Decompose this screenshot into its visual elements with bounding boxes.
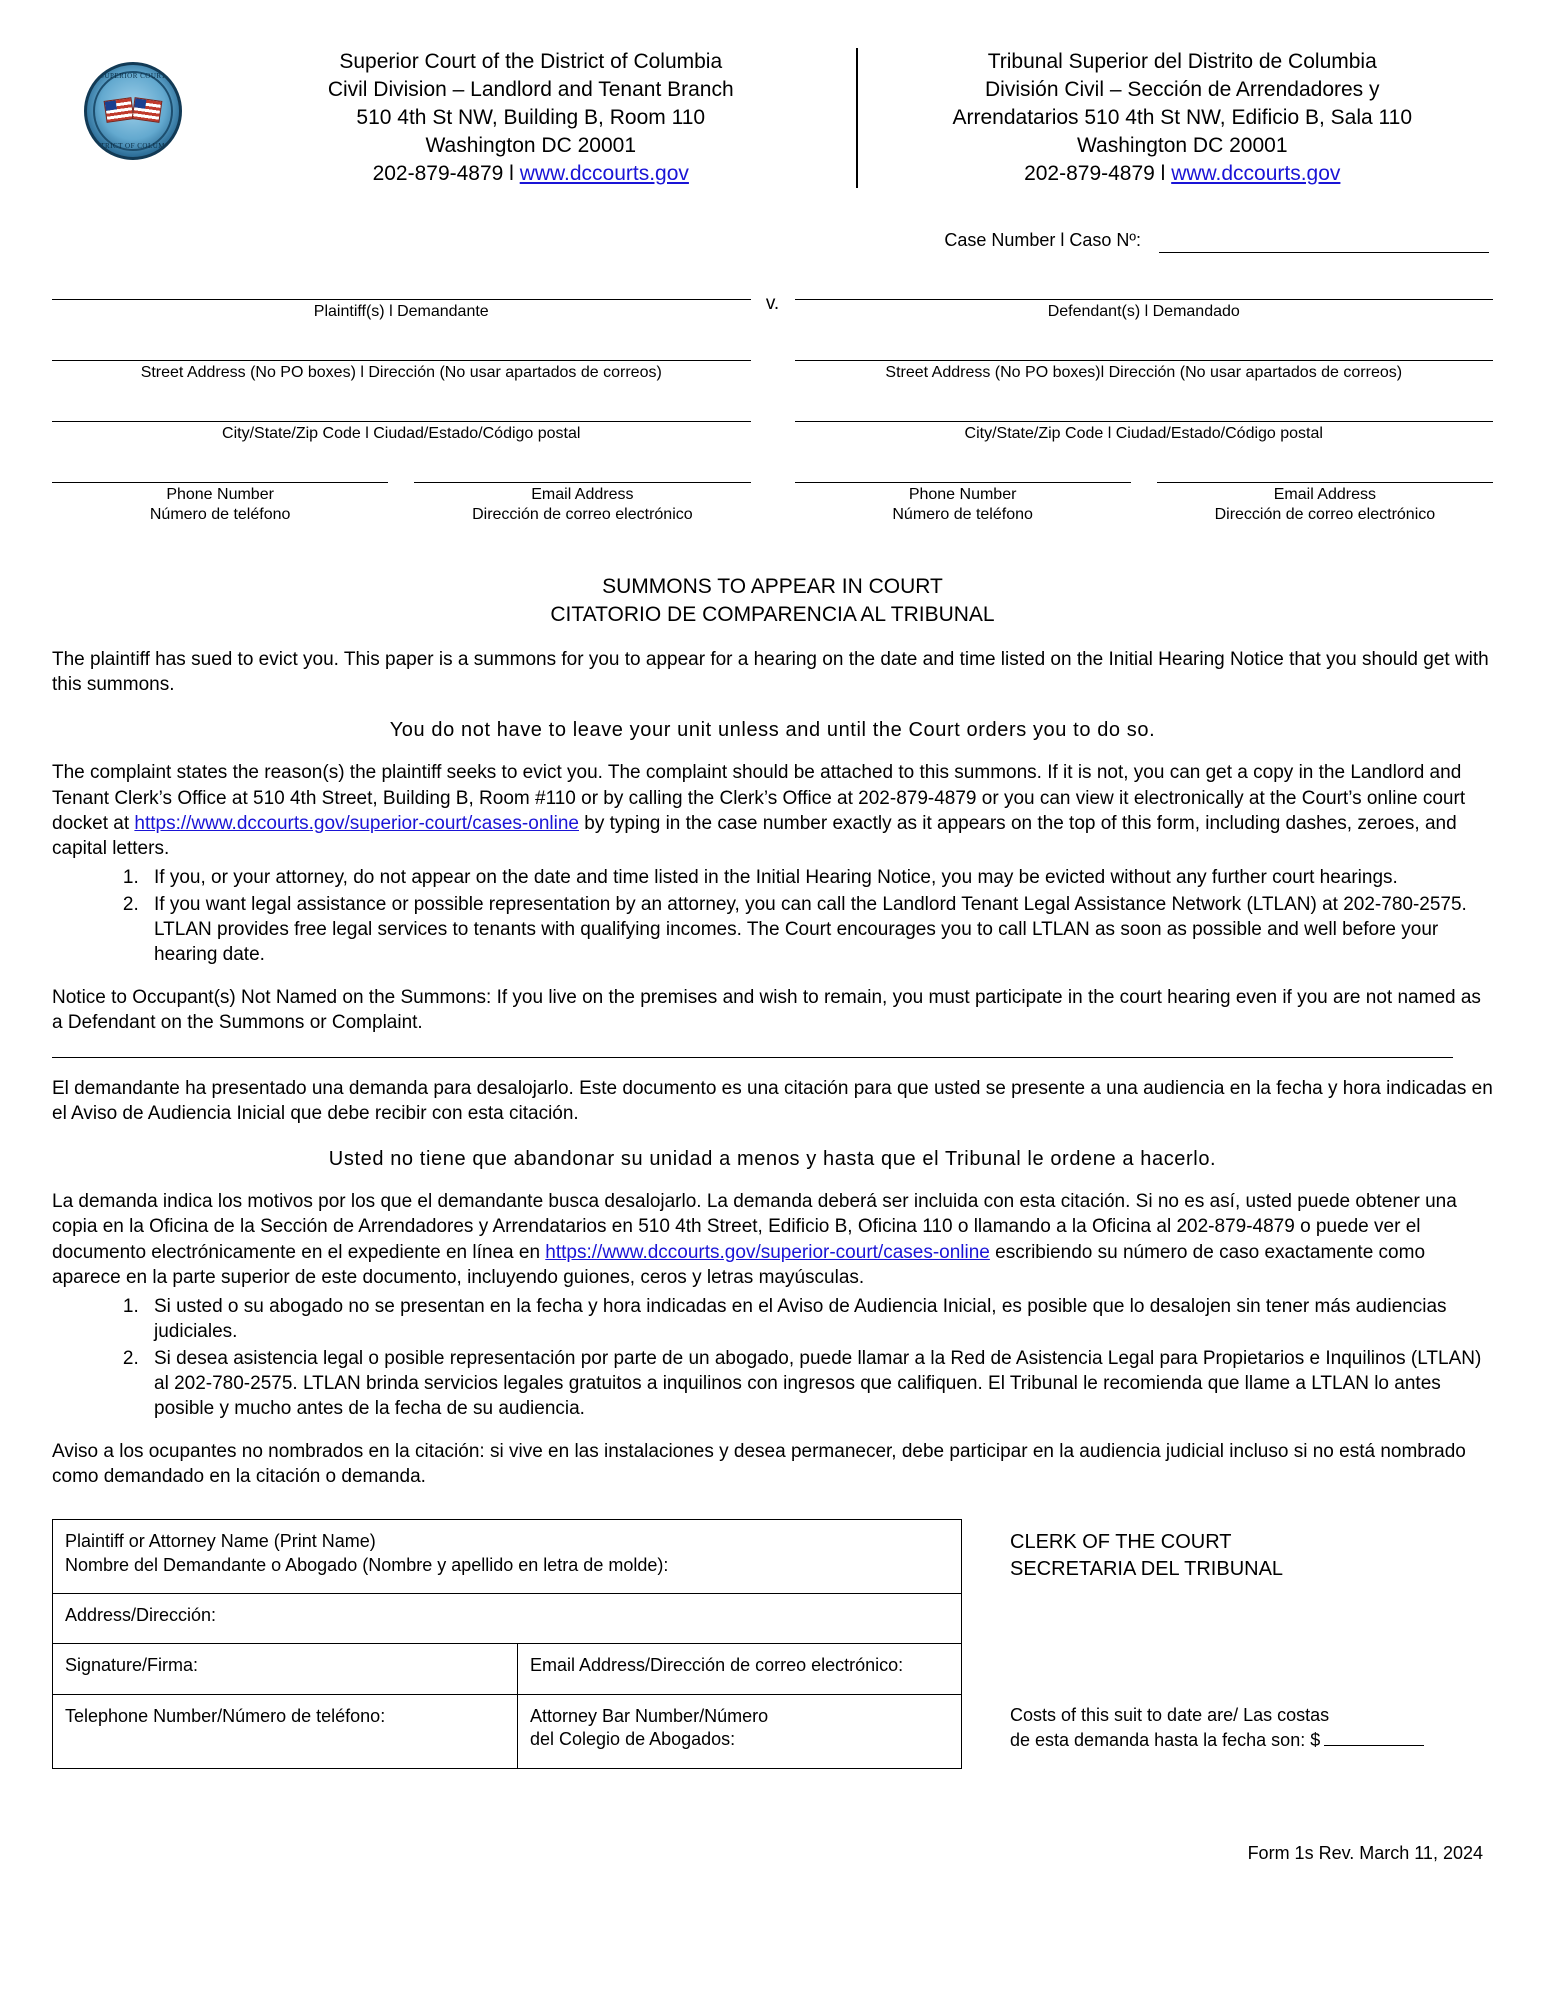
court-website-link-es[interactable]: www.dccourts.gov: [1171, 161, 1341, 185]
court-address-blocks: [220, 48, 1493, 188]
table-row: [53, 1594, 961, 1644]
parties-section: [52, 275, 1493, 539]
spanish-paragraph-2-part2: escribiendo su número de caso exactamente como aparece en la parte superior de este documento, incluyendo guiones, ceros y letras mayúsculas.: [52, 1241, 1426, 1288]
plaintiff-street-input[interactable]: [52, 336, 751, 361]
court-division-en: Civil Division – Landlord and Tenant Branch: [327, 77, 734, 101]
defendant-column: [795, 275, 1494, 539]
court-division-es: División Civil – Sección de Arrendadores y: [984, 77, 1380, 101]
defendant-street-input[interactable]: [795, 336, 1494, 361]
seal-top-text: SUPERIOR COURT: [100, 72, 166, 80]
defendant-city-caption: City/State/Zip Code l Ciudad/Estado/Código postal: [964, 424, 1323, 442]
plaintiff-email-input[interactable]: [414, 458, 750, 483]
document-title-en: SUMMONS TO APPEAR IN COURT: [602, 574, 943, 598]
plaintiff-phone-caption-en: Phone Number: [166, 485, 274, 503]
clerk-title-es: SECRETARIA DEL TRIBUNAL: [1010, 1558, 1284, 1581]
court-phone-en: 202-879-4879 l: [372, 161, 520, 185]
case-number-label: Case Number l Caso Nº:: [944, 229, 1141, 250]
table-row: [53, 1520, 961, 1594]
defendant-phone-input[interactable]: [795, 458, 1131, 483]
spanish-list-item-2: 2. Si desea asistencia legal o posible representación por parte de un abogado, puede llamar a la Red de Asistencia Legal para Propietarios e Inquilinos (LTLAN) al 202-780-2575. LTLAN brinda servicios legales gratuitos a inquilinos con ingresos que califiquen. El Tribunal le recomienda que llame a LTLAN lo antes posible y mucho antes de la fecha de su audiencia.: [144, 1346, 1493, 1421]
case-number-input[interactable]: [1159, 232, 1489, 253]
spanish-emphasis: Usted no tiene que abandonar su unidad a menos y hasta que el Tribunal le ordene a hacerlo.: [328, 1148, 1217, 1171]
bar-number-label-line2: del Colegio de Abogados:: [530, 1729, 736, 1750]
english-paragraph-2-part2: by typing in the case number exactly as it appears on the top of this form, including dashes, zeroes, and capital letters.: [52, 812, 1457, 859]
clerk-block: [962, 1519, 1493, 1768]
court-phone-es: 202-879-4879 l: [1024, 161, 1172, 185]
section-divider: [52, 1057, 1453, 1058]
costs-label-en: Costs of this suit to date are/ Las costas: [1010, 1705, 1330, 1726]
attorney-name-label-en: Plaintiff or Attorney Name (Print Name): [65, 1531, 376, 1552]
defendant-email-input[interactable]: [1157, 458, 1493, 483]
attorney-name-cell[interactable]: [53, 1520, 961, 1593]
telephone-cell[interactable]: Telephone Number/Número de teléfono:: [53, 1695, 518, 1768]
form-footer: Form 1s Rev. March 11, 2024: [1247, 1842, 1483, 1863]
english-list: [52, 865, 1493, 967]
defendant-name-input[interactable]: [795, 275, 1494, 300]
plaintiff-name-input[interactable]: [52, 275, 751, 300]
plaintiff-column: [52, 275, 751, 539]
english-paragraph-1: The plaintiff has sued to evict you. This paper is a summons for you to appear for a hearing on the date and time listed on the Initial Hearing Notice that you should get with this summons.: [52, 649, 1489, 696]
court-street-en: 510 4th St NW, Building B, Room 110: [356, 105, 706, 129]
english-emphasis: You do not have to leave your unit unless and until the Court orders you to do so.: [389, 719, 1156, 742]
costs-amount-input[interactable]: [1324, 1745, 1424, 1746]
defendant-street-caption: Street Address (No PO boxes)l Dirección (No usar apartados de correos): [885, 363, 1403, 381]
versus-label: v.: [765, 292, 780, 314]
address-cell[interactable]: Address/Dirección:: [65, 1605, 217, 1626]
court-name-es: Tribunal Superior del Distrito de Columbia: [987, 50, 1377, 73]
plaintiff-name-caption: Plaintiff(s) l Demandante: [313, 302, 489, 320]
table-row: [53, 1695, 961, 1768]
court-website-link-en[interactable]: www.dccourts.gov: [519, 161, 689, 185]
defendant-phone-caption-en: Phone Number: [908, 485, 1017, 503]
court-city-es: Washington DC 20001: [1076, 133, 1288, 157]
court-street-es: Arrendatarios 510 4th St NW, Edificio B, Sala 110: [952, 105, 1413, 129]
bar-number-cell[interactable]: [518, 1695, 961, 1768]
email-cell[interactable]: Email Address/Dirección de correo electrónico:: [530, 1655, 904, 1676]
english-paragraph-2-part1: The complaint states the reason(s) the plaintiff seeks to evict you. The complaint should be attached to this summons. If it is not, you can get a copy in the Landlord and Tenant Clerk’s Office at 510 4th Street, Building B, Room #110 or by calling the Clerk’s Office at 202-879-4879 or you can view it electronically at the Court’s online court docket at: [52, 762, 1466, 834]
plaintiff-phone-input[interactable]: [52, 458, 388, 483]
plaintiff-email-caption-es: Dirección de correo electrónico: [472, 505, 693, 523]
english-list-item-2: 2. If you want legal assistance or possible representation by an attorney, you can call the Landlord Tenant Legal Assistance Network (LTLAN) at 202-780-2575. LTLAN provides free legal services to tenants with qualifying incomes. The Court encourages you to call LTLAN as soon as possible and well before your hearing date.: [144, 892, 1493, 967]
signature-cell[interactable]: Signature/Firma:: [53, 1644, 518, 1693]
defendant-name-caption: Defendant(s) l Demandado: [1047, 302, 1240, 320]
document-title-es: CITATORIO DE COMPARENCIA AL TRIBUNAL: [550, 602, 995, 626]
spanish-paragraph-2: [52, 1189, 1493, 1289]
court-seal-icon: [84, 62, 182, 160]
clerk-title-en: CLERK OF THE COURT: [1010, 1531, 1232, 1554]
court-address-spanish: [858, 48, 1494, 188]
cases-online-link-es[interactable]: https://www.dccourts.gov/superior-court/cases-online: [545, 1241, 990, 1263]
document-title: [52, 573, 1493, 630]
document-header: [52, 48, 1493, 188]
case-number-row: [52, 230, 1493, 253]
cases-online-link-en[interactable]: https://www.dccourts.gov/superior-court/cases-online: [134, 812, 579, 834]
plaintiff-city-input[interactable]: [52, 397, 751, 422]
spanish-paragraph-2-part1: La demanda indica los motivos por los que el demandante busca desalojarlo. La demanda deberá ser incluida con esta citación. Si no es así, usted puede obtener una copia en la Oficina de la Sección de Arrendadores y Arrendatarios en 510 4th Street, Edificio B, Oficina 110 o llamando a la Oficina al 202-879-4879 o puede ver el documento electrónicamente en el expediente en línea en: [52, 1191, 1457, 1263]
attorney-name-label-es: Nombre del Demandante o Abogado (Nombre y apellido en letra de molde):: [65, 1554, 669, 1575]
signature-table: [52, 1519, 962, 1768]
seal-bottom-text: DISTRICT OF COLUMBIA: [87, 142, 179, 150]
plaintiff-phone-caption-es: Número de teléfono: [149, 505, 291, 523]
defendant-email-caption-es: Dirección de correo electrónico: [1214, 505, 1436, 523]
court-address-english: [220, 48, 858, 188]
spanish-list-item-1: 1. Si usted o su abogado no se presentan en la fecha y hora indicadas en el Aviso de Audiencia Inicial, es posible que lo desalojen sin tener más audiencias judiciales.: [144, 1294, 1493, 1344]
plaintiff-street-caption: Street Address (No PO boxes) l Dirección (No usar apartados de correos): [140, 363, 662, 381]
plaintiff-email-caption-en: Email Address: [531, 485, 634, 503]
signature-and-clerk-section: [52, 1519, 1493, 1768]
costs-block: [1010, 1703, 1493, 1752]
defendant-phone-caption-es: Número de teléfono: [892, 505, 1033, 523]
court-name-en: Superior Court of the District of Columbia: [339, 50, 723, 73]
defendant-city-input[interactable]: [795, 397, 1494, 422]
english-list-item-1: 1. If you, or your attorney, do not appear on the date and time listed in the Initial Hearing Notice, you may be evicted without any further court hearings.: [144, 865, 1493, 890]
bar-number-label-line1: Attorney Bar Number/Número: [530, 1705, 769, 1726]
spanish-occupant-notice: Aviso a los ocupantes no nombrados en la citación: si vive en las instalaciones y desea permanecer, debe participar en la audiencia judicial incluso si no está nombrado como demandado en la citación o demanda.: [52, 1441, 1466, 1488]
spanish-paragraph-1: El demandante ha presentado una demanda para desalojarlo. Este documento es una citación para que usted se presente a una audiencia en la fecha y hora indicadas en el Aviso de Audiencia Inicial que debe recibir con esta citación.: [52, 1078, 1493, 1125]
plaintiff-city-caption: City/State/Zip Code l Ciudad/Estado/Código postal: [222, 424, 581, 442]
table-row: [53, 1644, 961, 1694]
english-occupant-notice: Notice to Occupant(s) Not Named on the Summons: If you live on the premises and wish to remain, you must participate in the court hearing even if you are not named as a Defendant on the Summons or Complaint.: [52, 987, 1481, 1034]
costs-label-es: de esta demanda hasta la fecha son: $: [1010, 1729, 1321, 1750]
spanish-list: [52, 1294, 1493, 1421]
court-city-en: Washington DC 20001: [425, 133, 636, 157]
english-paragraph-2: [52, 760, 1493, 860]
defendant-email-caption-en: Email Address: [1273, 485, 1376, 503]
